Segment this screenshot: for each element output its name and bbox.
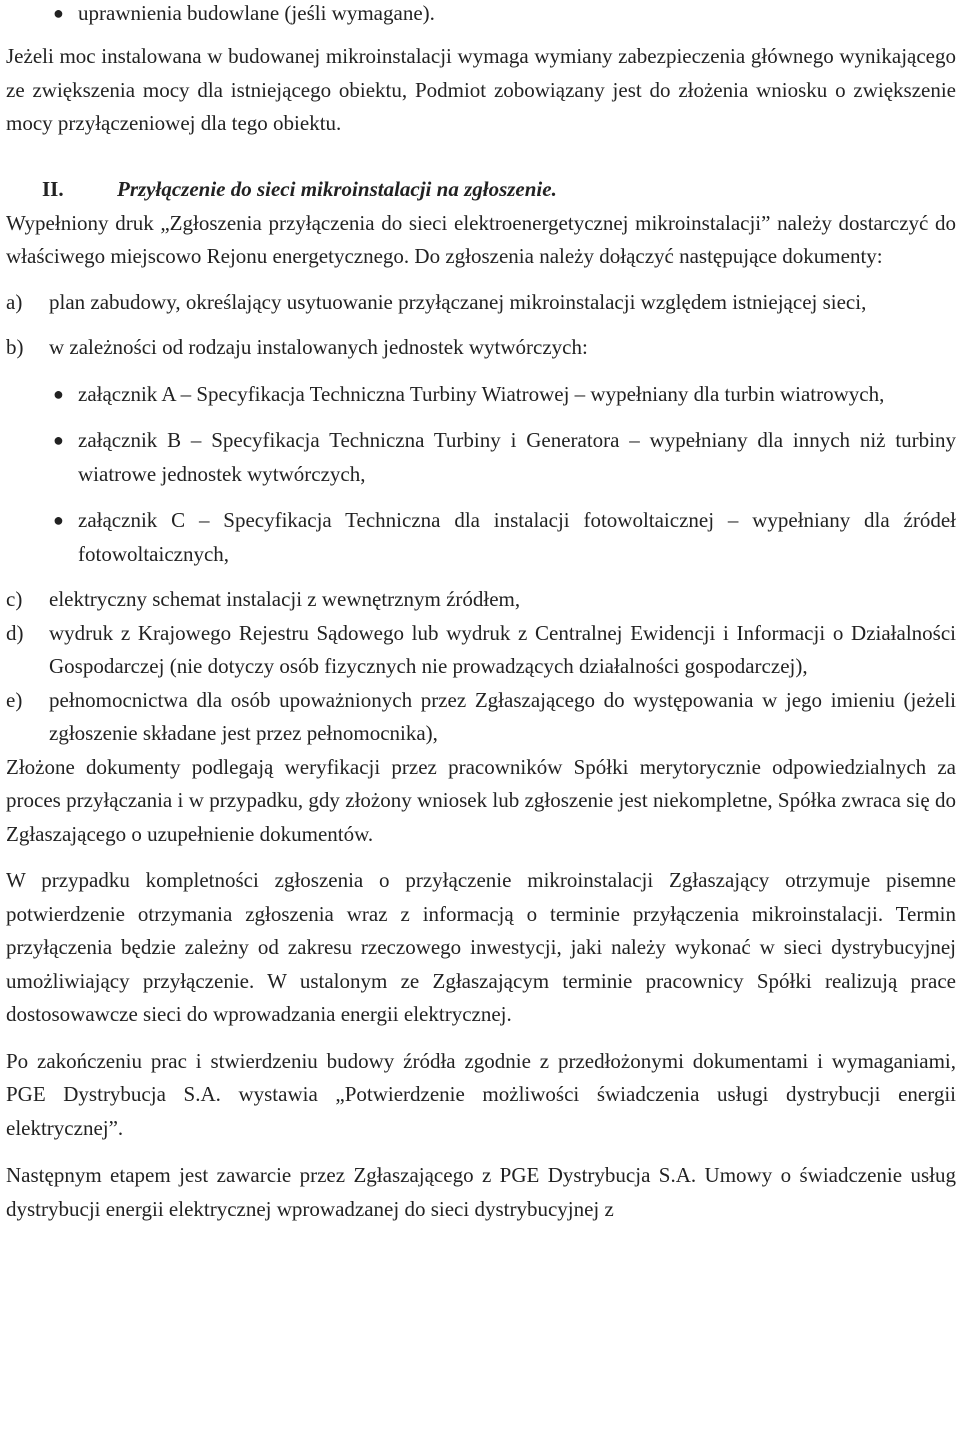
sub-item-annex-a: [6, 378, 956, 412]
sub-item-annex-c: [6, 504, 956, 571]
list-label: a): [6, 289, 23, 314]
document-page: [6, 0, 956, 1226]
list-item-d: [6, 617, 956, 684]
sub-item-annex-b: [6, 424, 956, 491]
list-text: pełnomocnictwa dla osób upoważnionych przez Zgłaszającego do występowania w jego imieniu (jeżeli zgłoszenie składane jest przez pełnomocnika),: [49, 687, 956, 745]
list-item-b: [6, 331, 956, 365]
paragraph-verification: Złożone dokumenty podlegają weryfikacji przez pracowników Spółki merytorycznie odpowiedzialnych za proces przyłączania i w przypadku, gdy złożony wniosek lub zgłoszenie jest niekompletne, Spółka zwraca się do Zgłaszającego o uzupełnienie dokumentów.: [6, 754, 956, 846]
list-label: e): [6, 687, 23, 712]
list-label: c): [6, 587, 23, 611]
bullet-icon: ●: [53, 430, 64, 450]
list-label: d): [6, 620, 24, 645]
bullet-icon: ●: [53, 383, 64, 404]
section-number: II.: [42, 176, 64, 201]
sub-item-text: załącznik A – Specyfikacja Techniczna Turbiny Wiatrowej – wypełniany dla turbin wiatrowych,: [78, 381, 885, 406]
list-item-c: [6, 583, 956, 617]
list-text: wydruk z Krajowego Rejestru Sądowego lub wydruk z Centralnej Ewidencji i Informacji o Działalności Gospodarczej (nie dotyczy osób fizycznych nie prowadzących działalności gospodarczej),: [49, 620, 956, 678]
paragraph-confirmation: W przypadku kompletności zgłoszenia o przyłączenie mikroinstalacji Zgłaszający otrzymuje pisemne potwierdzenie otrzymania zgłoszenia wraz z informacją o terminie przyłączenia mikroinstalacji. Termin przyłączenia będzie zależny od zakresu rzeczowego inwestycji, jaki należy wykonać w sieci dystrybucyjnej umożliwiający przyłączenie. W ustalonym ze Zgłaszającym terminie pracownicy Spółki realizują prace dostosowawcze sieci do wprowadzania energii elektrycznej.: [6, 868, 956, 1026]
bullet-item: [6, 0, 956, 30]
paragraph-completion: Po zakończeniu prac i stwierdzeniu budowy źródła zgodnie z przedłożonymi dokumentami i wymaganiami, PGE Dystrybucja S.A. wystawia „Potwierdzenie możliwości świadczenia usługi dystrybucji energii elektrycznej”.: [6, 1048, 956, 1140]
paragraph-next-step: Następnym etapem jest zawarcie przez Zgłaszającego z PGE Dystrybucja S.A. Umowy o świadczenie usług dystrybucji energii elektrycznej wprowadzanej do sieci dystrybucyjnej z: [6, 1163, 956, 1221]
list-text: w zależności od rodzaju instalowanych jednostek wytwórczych:: [49, 335, 588, 359]
bullet-icon: ●: [53, 3, 64, 23]
list-text: elektryczny schemat instalacji z wewnętrznym źródłem,: [49, 587, 521, 611]
sub-item-text: załącznik B – Specyfikacja Techniczna Turbiny i Generatora – wypełniany dla innych niż turbiny wiatrowe jednostek wytwórczych,: [78, 428, 956, 486]
sub-item-text: załącznik C – Specyfikacja Techniczna dla instalacji fotowoltaicznej – wypełniany dla źródeł fotowoltaicznych,: [78, 508, 956, 566]
paragraph-power-increase: Jeżeli moc instalowana w budowanej mikroinstalacji wymaga wymiany zabezpieczenia głównego wynikającego ze zwiększenia mocy dla istniejącego obiektu, Podmiot zobowiązany jest do złożenia wniosku o zwiększenie mocy przyłączeniowej dla tego obiektu.: [6, 44, 956, 135]
paragraph-filled-form: Wypełniony druk „Zgłoszenia przyłączenia do sieci elektroenergetycznej mikroinstalacji” należy dostarczyć do właściwego miejscowo Rejonu energetycznego. Do zgłoszenia należy dołączyć następujące dokumenty:: [6, 210, 956, 268]
list-label: b): [6, 335, 24, 359]
bullet-icon: ●: [53, 510, 64, 530]
section-title: Przyłączenie do sieci mikroinstalacji na zgłoszenie.: [117, 176, 557, 201]
bullet-item-text: uprawnienia budowlane (jeśli wymagane).: [78, 1, 435, 25]
list-item-e: [6, 684, 956, 751]
list-item-a: [6, 286, 956, 320]
list-text: plan zabudowy, określający usytuowanie przyłączanej mikroinstalacji względem istniejącej sieci,: [49, 289, 867, 314]
section-heading: [6, 172, 956, 206]
